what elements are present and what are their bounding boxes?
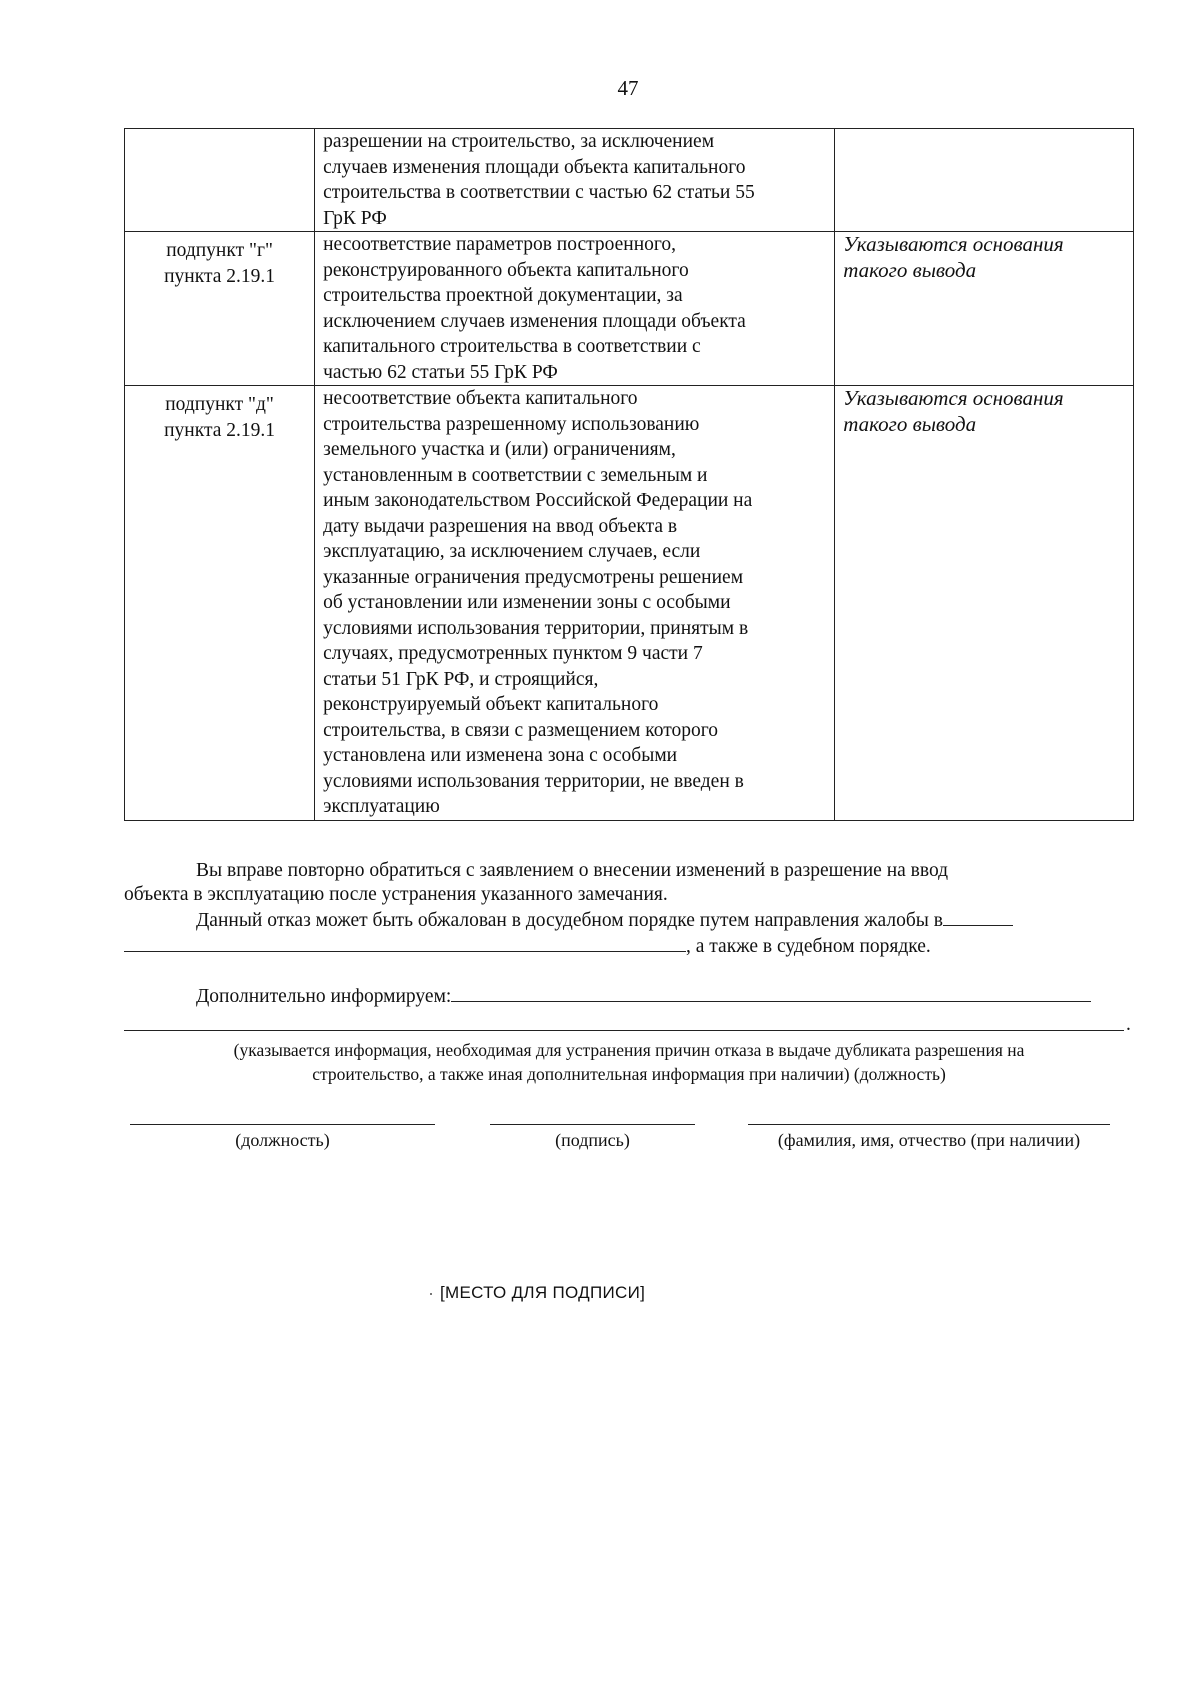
table-row bbox=[125, 232, 1134, 386]
signature-line[interactable] bbox=[490, 1124, 695, 1125]
repeat-application-line1: Вы вправе повторно обратиться с заявлением о внесении изменений в разрешение на ввод bbox=[196, 860, 949, 881]
full-name-label: (фамилия, имя, отчество (при наличии) bbox=[777, 1130, 1081, 1150]
table-row bbox=[125, 129, 1134, 232]
table-cell-ref bbox=[125, 129, 315, 232]
appeal-line1: Данный отказ может быть обжалован в досудебном порядке путем направления жалобы в bbox=[196, 910, 943, 931]
full-name-line[interactable] bbox=[748, 1124, 1110, 1125]
scan-speck bbox=[430, 1293, 432, 1295]
period-mark: . bbox=[1126, 1014, 1131, 1035]
table-cell-note: Указываются основания такого вывода bbox=[835, 232, 1134, 386]
appeal-body-blank[interactable] bbox=[943, 907, 1013, 926]
appeal-body-blank-continued[interactable] bbox=[124, 933, 686, 952]
hint-line1: (указывается информация, необходимая для устранения причин отказа в выдаче дубликата разрешения на bbox=[233, 1040, 1025, 1060]
position-label: (должность) bbox=[235, 1130, 330, 1150]
table-cell-text: несоответствие объекта капитального строительства разрешенному использованию земельного участка и (или) ограничениям, установленным в соответствии с земельным и иным законодательством Российской Федерации на дату выдачи разрешения на ввод объекта в эксплуатацию, за исключением случаев, если указанные ограничения предусмотрены решением об установлении или изменении зоны с особыми условиями использования территории, принятым в случаях, предусмотренных пунктом 9 части 7 статьи 51 ГрК РФ, и строящийся, реконструируемый объект капитального строительства, в связи с размещением которого установлена или изменена зона с особыми условиями использования территории, не введен в эксплуатацию bbox=[315, 386, 835, 821]
additional-info-label: Дополнительно информируем: bbox=[196, 986, 452, 1007]
page-number: 47 bbox=[617, 76, 639, 100]
table-row bbox=[125, 386, 1134, 821]
grounds-table bbox=[124, 128, 1134, 821]
signature-label: (подпись) bbox=[555, 1130, 630, 1150]
appeal-paragraph bbox=[124, 907, 1134, 933]
signature-placeholder-stamp: [МЕСТО ДЛЯ ПОДПИСИ] bbox=[440, 1283, 646, 1302]
position-line[interactable] bbox=[130, 1124, 435, 1125]
additional-info-blank-line2[interactable] bbox=[124, 1030, 1124, 1031]
repeat-application-line2: объекта в эксплуатацию после устранения указанного замечания. bbox=[124, 884, 668, 905]
table-cell-note: Указываются основания такого вывода bbox=[835, 386, 1134, 821]
additional-info-paragraph bbox=[124, 983, 1134, 1009]
table-cell-text: несоответствие параметров построенного, реконструированного объекта капитального строительства проектной документации, за исключением случаев изменения площади объекта капитального строительства в соответствии с частью 62 статьи 55 ГрК РФ bbox=[315, 232, 835, 386]
table-cell-text: разрешении на строительство, за исключением случаев изменения площади объекта капитального строительства в соответствии с частью 62 статьи 55 ГрК РФ bbox=[315, 129, 835, 232]
appeal-line2-wrap bbox=[124, 933, 1134, 959]
table-cell-note bbox=[835, 129, 1134, 232]
additional-info-blank[interactable] bbox=[451, 983, 1091, 1002]
table-cell-ref: подпункт "д" пункта 2.19.1 bbox=[125, 386, 315, 821]
table-cell-ref: подпункт "г" пункта 2.19.1 bbox=[125, 232, 315, 386]
appeal-line2-end: , а также в судебном порядке. bbox=[686, 936, 931, 957]
hint-line2: строительство, а также иная дополнительная информация при наличии) (должность) bbox=[312, 1064, 946, 1084]
